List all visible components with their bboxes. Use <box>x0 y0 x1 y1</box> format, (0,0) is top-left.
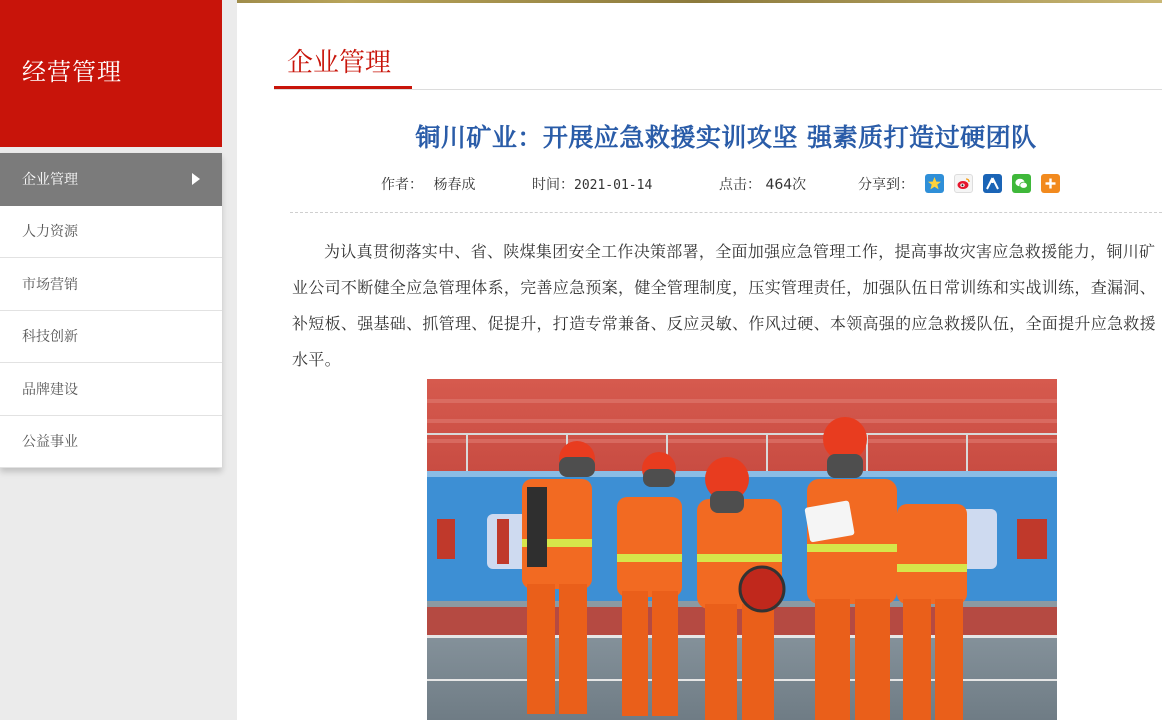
sidebar-item-label: 企业管理 <box>22 171 78 188</box>
more-share-icon[interactable] <box>1041 174 1060 193</box>
article-body: 为认真贯彻落实中、省、陕煤集团安全工作决策部署，全面加强应急管理工作，提高事故灾害应急救援能力，铜川矿业公司不断健全应急管理体系，完善应急预案，健全管理制度，压实管理责任，加强队伍日常训练和实战训练，查漏洞、补短板、强基础、抓管理、促提升，打造专常兼备、反应灵敏、作风过硬、本领高强的应急救援队伍，全面提升应急救援水平。 <box>292 242 1156 369</box>
sidebar-nav <box>0 153 222 468</box>
section-header <box>274 40 1162 90</box>
sidebar-item-innovation[interactable] <box>0 311 222 364</box>
article-time <box>532 174 652 194</box>
qzone-icon[interactable] <box>925 174 944 193</box>
arrow-right-icon <box>192 173 200 185</box>
renren-icon[interactable] <box>983 174 1002 193</box>
sidebar-item-label: 品牌建设 <box>22 381 78 398</box>
author-name: 杨春成 <box>433 177 476 193</box>
author-label: 作者： <box>381 177 423 193</box>
sidebar-item-label: 科技创新 <box>22 329 78 346</box>
section-title: 企业管理 <box>287 48 392 78</box>
weibo-icon[interactable] <box>954 174 973 193</box>
sidebar-title: 经营管理 <box>22 58 122 86</box>
share-icons <box>925 174 1060 193</box>
sidebar-item-human-resources[interactable] <box>0 206 222 259</box>
article-author <box>381 174 475 194</box>
article-photo <box>427 379 1057 720</box>
sidebar-item-public-welfare[interactable] <box>0 416 222 469</box>
section-title-underline <box>274 86 412 89</box>
article-title: 铜川矿业：开展应急救援实训攻坚 强素质打造过硬团队 <box>415 123 1037 152</box>
meta-divider <box>290 212 1162 213</box>
time-value: 2021-01-14 <box>574 178 653 193</box>
sidebar-header <box>0 0 222 147</box>
sidebar-item-label: 市场营销 <box>22 276 78 293</box>
sidebar-item-brand[interactable] <box>0 363 222 416</box>
sidebar-item-label: 公益事业 <box>22 434 78 451</box>
article-clicks <box>719 174 806 194</box>
clicks-value: 464次 <box>765 177 807 193</box>
wechat-icon[interactable] <box>1012 174 1031 193</box>
share-label: 分享到： <box>858 177 914 193</box>
time-label: 时间： <box>532 177 574 193</box>
clicks-label: 点击： <box>719 177 761 193</box>
sidebar-item-enterprise-management[interactable] <box>0 153 222 206</box>
sidebar-item-label: 人力资源 <box>22 224 78 241</box>
sidebar-item-marketing[interactable] <box>0 258 222 311</box>
